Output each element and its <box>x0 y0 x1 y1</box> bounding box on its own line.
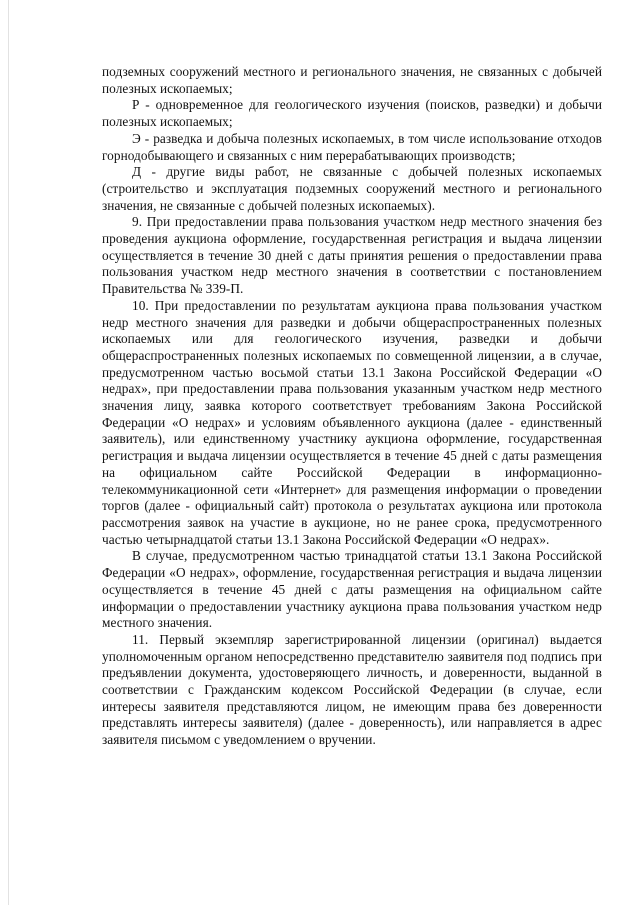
paragraph-type-r: Р - одновременное для геологического изучения (поисков, разведки) и добычи полезных ископаемых; <box>102 97 602 130</box>
paragraph-continuation: подземных сооружений местного и регионального значения, не связанных с добычей полезных ископаемых; <box>102 64 602 96</box>
paragraph-type-d: Д - другие виды работ, не связанные с добычей полезных ископаемых (строительство и эксплуатация подземных сооружений местного и регионального значения, не связанные с добычей полезных ископаемых). <box>102 164 602 213</box>
paragraph-item-10-case: В случае, предусмотренном частью тринадцатой статьи 13.1 Закона Российской Федерации «О недрах», оформление, государственная регистрация и выдача лицензии осуществляется в течение 45 дней с даты размещения на официальном сайте информации о предоставлении участнику аукциона права пользования участком недр местного значения. <box>102 548 602 631</box>
paragraph-item-10: 10. При предоставлении по результатам аукциона права пользования участком недр местного значения для разведки и добычи общераспространенных полезных ископаемых или для геологического изучения, разведки и добычи общераспространенных полезных ископаемых по совмещенной лицензии, а в случае, предусмотренном частью восьмой статьи 13.1 Закона Российской Федерации «О недрах», при предоставлении права пользования указанным участком недр местного значения лицу, заявка которого соответствует требованиям Закона Российской Федерации «О недрах» и условиям объявленного аукциона (далее - единственный заявитель), или единственному участнику аукциона оформление, государственная регистрация и выдача лицензии осуществляется в течение 45 дней с даты размещения на официальном сайте Российской Федерации в информационно-телекоммуникационной сети «Интернет» для размещения информации о проведении торгов (далее - официальный сайт) протокола о результатах аукциона или протокола рассмотрения заявок на участие в аукционе, но не ранее срока, предусмотренного частью четырнадцатой статьи 13.1 Закона Российской Федерации «О недрах». <box>102 297 602 547</box>
paragraph-type-e: Э - разведка и добыча полезных ископаемых, в том числе использование отходов горнодобывающего и связанных с ним перерабатывающих производств; <box>102 130 602 163</box>
paragraph-item-9: 9. При предоставлении права пользования участком недр местного значения без проведения аукциона оформление, государственная регистрация и выдача лицензии осуществляется в течение 30 дней с даты принятия решения о предоставлении права пользования участком недр местного значения в соответствии с постановлением Правительства № 339-П. <box>102 214 602 297</box>
paragraph-item-11: 11. Первый экземпляр зарегистрированной лицензии (оригинал) выдается уполномоченным органом непосредственно представителю заявителя под подпись при предъявлении документа, удостоверяющего личность, и доверенности, выданной в соответствии с Гражданским кодексом Российской Федерации (в случае, если интересы заявителя представляются лицом, не имеющим права без доверенности представлять интересы заявителя) (далее - доверенность), или направляется в адрес заявителя письмом с уведомлением о вручении. <box>102 631 602 748</box>
